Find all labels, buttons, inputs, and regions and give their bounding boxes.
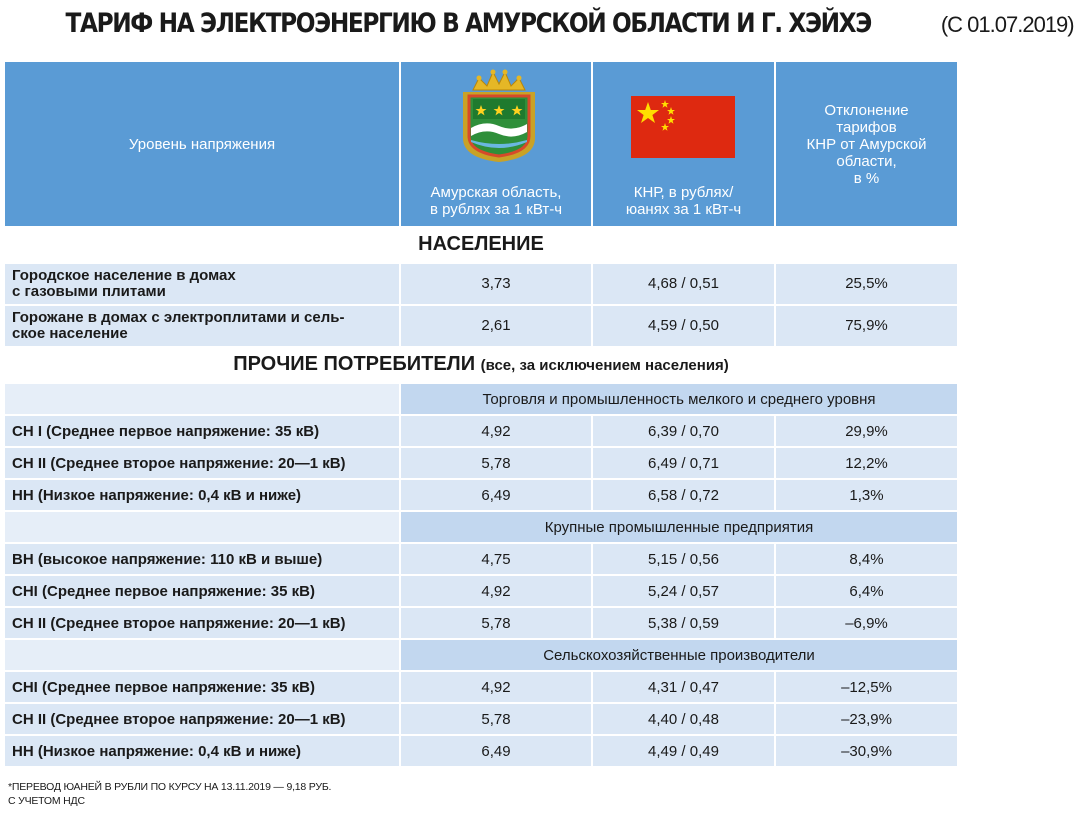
row-label: СН II (Среднее второе напряжение: 20—1 кВ) (5, 447, 400, 479)
footnote (8, 780, 331, 808)
table-row (5, 671, 957, 703)
amur-value: 4,92 (400, 415, 592, 447)
amur-value: 4,75 (400, 543, 592, 575)
china-value: 4,49 / 0,49 (592, 735, 775, 766)
amur-value: 5,78 (400, 607, 592, 639)
amur-value: 4,92 (400, 575, 592, 607)
row-label: СН II (Среднее второе напряжение: 20—1 кВ) (5, 703, 400, 735)
deviation-value: 8,4% (775, 543, 957, 575)
group-band (5, 511, 957, 543)
table-row (5, 415, 957, 447)
row-label: Горожане в домах с электроплитами и сель- ское население (5, 305, 400, 346)
footnote-line2: С УЧЕТОМ НДС (8, 795, 85, 807)
table-header-row (5, 62, 957, 226)
amur-value: 6,49 (400, 735, 592, 766)
amur-value: 3,73 (400, 263, 592, 305)
section-population (5, 226, 957, 263)
deviation-value: 75,9% (775, 305, 957, 346)
amur-coat-of-arms-icon (457, 68, 541, 164)
table-row (5, 703, 957, 735)
amur-value: 5,78 (400, 447, 592, 479)
china-value: 6,39 / 0,70 (592, 415, 775, 447)
section-population-title: НАСЕЛЕНИЕ (5, 226, 957, 263)
tariff-table (5, 62, 957, 766)
group-band-label: Сельскохозяйственные производители (400, 639, 957, 671)
china-value: 4,31 / 0,47 (592, 671, 775, 703)
amur-value: 2,61 (400, 305, 592, 346)
footnote-line1: *ПЕРЕВОД ЮАНЕЙ В РУБЛИ ПО КУРСУ НА 13.11.2019 — 9,18 РУБ. (8, 781, 332, 793)
header-voltage-level: Уровень напряжения (5, 62, 400, 226)
header-amur-line1: Амурская область, (430, 184, 562, 201)
row-label: Городское население в домах с газовыми плитами (5, 263, 400, 305)
china-value: 4,59 / 0,50 (592, 305, 775, 346)
group-band-label: Крупные промышленные предприятия (400, 511, 957, 543)
header-china-line2: юанях за 1 кВт-ч (625, 201, 742, 218)
deviation-value: –6,9% (775, 607, 957, 639)
deviation-value: –30,9% (775, 735, 957, 766)
header-china (592, 62, 775, 226)
row-label: СНI (Среднее первое напряжение: 35 кВ) (5, 671, 400, 703)
amur-value: 6,49 (400, 479, 592, 511)
table-row (5, 735, 957, 766)
china-value: 4,40 / 0,48 (592, 703, 775, 735)
table-row (5, 447, 957, 479)
deviation-value: –12,5% (775, 671, 957, 703)
group-band (5, 639, 957, 671)
section-others-title: ПРОЧИЕ ПОТРЕБИТЕЛИ (все, за исключением населения) (5, 346, 957, 383)
deviation-value: 12,2% (775, 447, 957, 479)
header-amur-line2: в рублях за 1 кВт-ч (429, 201, 563, 218)
title-main: ТАРИФ НА ЭЛЕКТРОЭНЕРГИЮ В АМУРСКОЙ ОБЛАСТИ И Г. ХЭЙХЭ (65, 8, 871, 39)
row-label: СН I (Среднее первое напряжение: 35 кВ) (5, 415, 400, 447)
deviation-value: 6,4% (775, 575, 957, 607)
table-row (5, 305, 957, 346)
header-deviation: Отклонение тарифов КНР от Амурской области, в % (775, 62, 957, 226)
row-label: СН II (Среднее второе напряжение: 20—1 кВ) (5, 607, 400, 639)
page-title (0, 8, 1074, 39)
group-band (5, 383, 957, 415)
title-date: (С 01.07.2019) (940, 12, 1074, 37)
header-amur (400, 62, 592, 226)
china-flag-icon (631, 96, 735, 158)
china-value: 5,38 / 0,59 (592, 607, 775, 639)
amur-value: 4,92 (400, 671, 592, 703)
china-value: 4,68 / 0,51 (592, 263, 775, 305)
table-row (5, 575, 957, 607)
table-row (5, 263, 957, 305)
header-china-line1: КНР, в рублях/ (633, 184, 734, 201)
table-row (5, 479, 957, 511)
china-value: 6,49 / 0,71 (592, 447, 775, 479)
deviation-value: 1,3% (775, 479, 957, 511)
deviation-value: 29,9% (775, 415, 957, 447)
row-label: СНI (Среднее первое напряжение: 35 кВ) (5, 575, 400, 607)
table-row (5, 543, 957, 575)
group-band-label: Торговля и промышленность мелкого и среднего уровня (400, 383, 957, 415)
row-label: ВН (высокое напряжение: 110 кВ и выше) (5, 543, 400, 575)
china-value: 5,24 / 0,57 (592, 575, 775, 607)
china-value: 5,15 / 0,56 (592, 543, 775, 575)
china-value: 6,58 / 0,72 (592, 479, 775, 511)
row-label: НН (Низкое напряжение: 0,4 кВ и ниже) (5, 479, 400, 511)
amur-value: 5,78 (400, 703, 592, 735)
table-row (5, 607, 957, 639)
section-others (5, 346, 957, 383)
deviation-value: 25,5% (775, 263, 957, 305)
deviation-value: –23,9% (775, 703, 957, 735)
row-label: НН (Низкое напряжение: 0,4 кВ и ниже) (5, 735, 400, 766)
